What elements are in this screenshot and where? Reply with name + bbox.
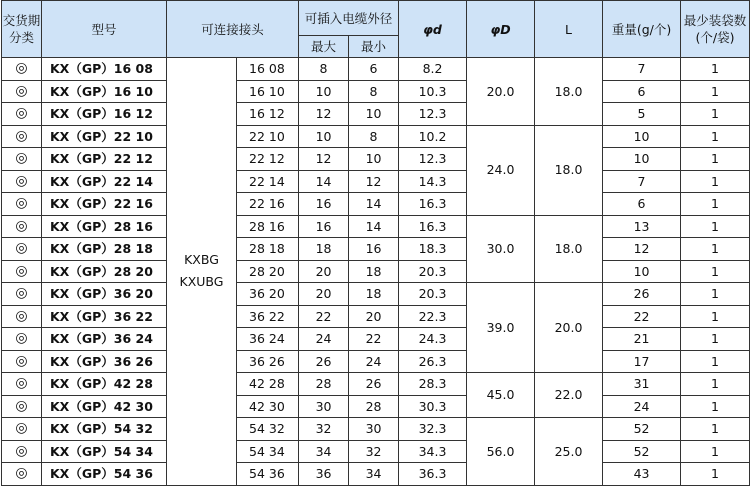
min-pack-cell: 1 <box>681 148 750 171</box>
model-cell: KX（GP）42 28 <box>42 373 167 396</box>
delivery-mark: ◎ <box>2 80 42 103</box>
cable-min-cell: 22 <box>349 328 399 351</box>
phi-D-cell: 24.0 <box>467 125 535 215</box>
cable-min-cell: 8 <box>349 80 399 103</box>
weight-cell: 6 <box>603 193 681 216</box>
cable-min-cell: 6 <box>349 58 399 81</box>
weight-cell: 12 <box>603 238 681 261</box>
delivery-mark: ◎ <box>2 440 42 463</box>
phi-D-cell: 45.0 <box>467 373 535 418</box>
connector-size-cell: 42 28 <box>237 373 299 396</box>
weight-cell: 10 <box>603 148 681 171</box>
min-pack-cell: 1 <box>681 463 750 486</box>
phi-d-cell: 20.3 <box>399 260 467 283</box>
weight-cell: 24 <box>603 395 681 418</box>
phi-d-cell: 20.3 <box>399 283 467 306</box>
phi-D-cell: 56.0 <box>467 418 535 486</box>
cable-max-cell: 16 <box>299 193 349 216</box>
connector-size-cell: 36 26 <box>237 350 299 373</box>
header-category: 交货期分类 <box>2 1 42 58</box>
phi-d-cell: 10.2 <box>399 125 467 148</box>
table-row <box>2 193 750 216</box>
weight-cell: 6 <box>603 80 681 103</box>
weight-cell: 52 <box>603 440 681 463</box>
cable-max-cell: 36 <box>299 463 349 486</box>
joint-cell: KXBG KXUBG <box>167 58 237 486</box>
cable-max-cell: 20 <box>299 283 349 306</box>
cable-max-cell: 12 <box>299 148 349 171</box>
model-cell: KX（GP）36 26 <box>42 350 167 373</box>
L-cell: 18.0 <box>535 215 603 283</box>
phi-d-cell: 24.3 <box>399 328 467 351</box>
cable-max-cell: 32 <box>299 418 349 441</box>
model-cell: KX（GP）28 16 <box>42 215 167 238</box>
cable-min-cell: 14 <box>349 193 399 216</box>
phi-D-cell: 20.0 <box>467 58 535 126</box>
weight-cell: 7 <box>603 170 681 193</box>
connector-size-cell: 54 36 <box>237 463 299 486</box>
min-pack-cell: 1 <box>681 395 750 418</box>
delivery-mark: ◎ <box>2 103 42 126</box>
min-pack-cell: 1 <box>681 193 750 216</box>
phi-d-cell: 34.3 <box>399 440 467 463</box>
table-row <box>2 463 750 486</box>
header-model: 型号 <box>42 1 167 58</box>
cable-min-cell: 16 <box>349 238 399 261</box>
delivery-mark: ◎ <box>2 170 42 193</box>
phi-d-cell: 36.3 <box>399 463 467 486</box>
model-cell: KX（GP）22 10 <box>42 125 167 148</box>
phi-d-cell: 28.3 <box>399 373 467 396</box>
delivery-mark: ◎ <box>2 215 42 238</box>
connector-size-cell: 16 12 <box>237 103 299 126</box>
phi-d-cell: 16.3 <box>399 193 467 216</box>
cable-min-cell: 14 <box>349 215 399 238</box>
phi-d-cell: 26.3 <box>399 350 467 373</box>
weight-cell: 26 <box>603 283 681 306</box>
min-pack-cell: 1 <box>681 125 750 148</box>
connector-size-cell: 28 18 <box>237 238 299 261</box>
weight-cell: 31 <box>603 373 681 396</box>
model-cell: KX（GP）54 36 <box>42 463 167 486</box>
connector-size-cell: 22 14 <box>237 170 299 193</box>
model-cell: KX（GP）36 22 <box>42 305 167 328</box>
model-cell: KX（GP）28 20 <box>42 260 167 283</box>
delivery-mark: ◎ <box>2 193 42 216</box>
delivery-mark: ◎ <box>2 238 42 261</box>
min-pack-cell: 1 <box>681 80 750 103</box>
min-pack-cell: 1 <box>681 328 750 351</box>
table-row <box>2 215 750 238</box>
delivery-mark: ◎ <box>2 373 42 396</box>
min-pack-cell: 1 <box>681 260 750 283</box>
model-cell: KX（GP）22 12 <box>42 148 167 171</box>
table-row <box>2 125 750 148</box>
table-row <box>2 418 750 441</box>
model-cell: KX（GP）36 20 <box>42 283 167 306</box>
delivery-mark: ◎ <box>2 328 42 351</box>
connector-size-cell: 36 20 <box>237 283 299 306</box>
header-cable-min: 最小 <box>349 36 399 58</box>
table-row <box>2 260 750 283</box>
cable-max-cell: 24 <box>299 328 349 351</box>
phi-d-cell: 22.3 <box>399 305 467 328</box>
connector-size-cell: 36 24 <box>237 328 299 351</box>
header-row <box>2 1 750 36</box>
cable-max-cell: 18 <box>299 238 349 261</box>
min-pack-cell: 1 <box>681 418 750 441</box>
L-cell: 18.0 <box>535 58 603 126</box>
weight-cell: 7 <box>603 58 681 81</box>
min-pack-cell: 1 <box>681 58 750 81</box>
table-row <box>2 103 750 126</box>
phi-d-cell: 30.3 <box>399 395 467 418</box>
model-cell: KX（GP）54 32 <box>42 418 167 441</box>
connector-size-cell: 36 22 <box>237 305 299 328</box>
connector-size-cell: 22 12 <box>237 148 299 171</box>
cable-min-cell: 10 <box>349 103 399 126</box>
delivery-mark: ◎ <box>2 395 42 418</box>
table-row <box>2 80 750 103</box>
weight-cell: 5 <box>603 103 681 126</box>
table-row <box>2 305 750 328</box>
connector-size-cell: 16 08 <box>237 58 299 81</box>
cable-min-cell: 28 <box>349 395 399 418</box>
delivery-mark: ◎ <box>2 260 42 283</box>
model-cell: KX（GP）16 10 <box>42 80 167 103</box>
L-cell: 22.0 <box>535 373 603 418</box>
header-cable-max: 最大 <box>299 36 349 58</box>
cable-max-cell: 10 <box>299 125 349 148</box>
L-cell: 25.0 <box>535 418 603 486</box>
cable-min-cell: 18 <box>349 283 399 306</box>
delivery-mark: ◎ <box>2 350 42 373</box>
cable-max-cell: 26 <box>299 350 349 373</box>
cable-max-cell: 10 <box>299 80 349 103</box>
cable-min-cell: 32 <box>349 440 399 463</box>
weight-cell: 22 <box>603 305 681 328</box>
min-pack-cell: 1 <box>681 103 750 126</box>
min-pack-cell: 1 <box>681 283 750 306</box>
model-cell: KX（GP）42 30 <box>42 395 167 418</box>
model-cell: KX（GP）16 08 <box>42 58 167 81</box>
model-cell: KX（GP）16 12 <box>42 103 167 126</box>
weight-cell: 43 <box>603 463 681 486</box>
delivery-mark: ◎ <box>2 463 42 486</box>
phi-d-cell: 12.3 <box>399 103 467 126</box>
weight-cell: 17 <box>603 350 681 373</box>
weight-cell: 10 <box>603 125 681 148</box>
phi-d-cell: 16.3 <box>399 215 467 238</box>
delivery-mark: ◎ <box>2 283 42 306</box>
cable-max-cell: 14 <box>299 170 349 193</box>
delivery-mark: ◎ <box>2 58 42 81</box>
cable-max-cell: 34 <box>299 440 349 463</box>
connector-size-cell: 28 20 <box>237 260 299 283</box>
connector-size-cell: 16 10 <box>237 80 299 103</box>
spec-table <box>1 0 750 486</box>
model-cell: KX（GP）28 18 <box>42 238 167 261</box>
table-row <box>2 440 750 463</box>
table-row <box>2 328 750 351</box>
connector-size-cell: 54 32 <box>237 418 299 441</box>
delivery-mark: ◎ <box>2 305 42 328</box>
weight-cell: 21 <box>603 328 681 351</box>
connector-size-cell: 28 16 <box>237 215 299 238</box>
phi-d-cell: 12.3 <box>399 148 467 171</box>
header-phi-D: φD <box>467 1 535 58</box>
table-row <box>2 373 750 396</box>
connector-size-cell: 54 34 <box>237 440 299 463</box>
cable-max-cell: 28 <box>299 373 349 396</box>
min-pack-cell: 1 <box>681 440 750 463</box>
L-cell: 20.0 <box>535 283 603 373</box>
min-pack-cell: 1 <box>681 373 750 396</box>
cable-min-cell: 30 <box>349 418 399 441</box>
min-pack-cell: 1 <box>681 350 750 373</box>
cable-min-cell: 12 <box>349 170 399 193</box>
connector-size-cell: 22 10 <box>237 125 299 148</box>
phi-d-cell: 8.2 <box>399 58 467 81</box>
model-cell: KX（GP）22 14 <box>42 170 167 193</box>
delivery-mark: ◎ <box>2 418 42 441</box>
phi-d-cell: 32.3 <box>399 418 467 441</box>
table-row <box>2 350 750 373</box>
cable-min-cell: 18 <box>349 260 399 283</box>
model-cell: KX（GP）22 16 <box>42 193 167 216</box>
header-L: L <box>535 1 603 58</box>
cable-max-cell: 22 <box>299 305 349 328</box>
cable-min-cell: 24 <box>349 350 399 373</box>
table-body <box>2 58 750 486</box>
table-row <box>2 148 750 171</box>
cable-min-cell: 26 <box>349 373 399 396</box>
phi-D-cell: 39.0 <box>467 283 535 373</box>
header-cable-od: 可插入电缆外径 <box>299 1 399 36</box>
L-cell: 18.0 <box>535 125 603 215</box>
cable-max-cell: 16 <box>299 215 349 238</box>
cable-max-cell: 8 <box>299 58 349 81</box>
min-pack-cell: 1 <box>681 170 750 193</box>
model-cell: KX（GP）36 24 <box>42 328 167 351</box>
table-row <box>2 170 750 193</box>
cable-min-cell: 10 <box>349 148 399 171</box>
cable-min-cell: 20 <box>349 305 399 328</box>
min-pack-cell: 1 <box>681 238 750 261</box>
table-row <box>2 58 750 81</box>
cable-max-cell: 20 <box>299 260 349 283</box>
phi-d-cell: 10.3 <box>399 80 467 103</box>
cable-min-cell: 8 <box>349 125 399 148</box>
header-joint: 可连接接头 <box>167 1 299 58</box>
connector-size-cell: 22 16 <box>237 193 299 216</box>
min-pack-cell: 1 <box>681 305 750 328</box>
weight-cell: 10 <box>603 260 681 283</box>
model-cell: KX（GP）54 34 <box>42 440 167 463</box>
header-min-pack: 最少装袋数(个/袋) <box>681 1 750 58</box>
cable-min-cell: 34 <box>349 463 399 486</box>
phi-d-cell: 14.3 <box>399 170 467 193</box>
weight-cell: 13 <box>603 215 681 238</box>
cable-max-cell: 30 <box>299 395 349 418</box>
delivery-mark: ◎ <box>2 148 42 171</box>
connector-size-cell: 42 30 <box>237 395 299 418</box>
cable-max-cell: 12 <box>299 103 349 126</box>
min-pack-cell: 1 <box>681 215 750 238</box>
delivery-mark: ◎ <box>2 125 42 148</box>
table-row <box>2 238 750 261</box>
weight-cell: 52 <box>603 418 681 441</box>
phi-D-cell: 30.0 <box>467 215 535 283</box>
header-phi-d: φd <box>399 1 467 58</box>
table-row <box>2 395 750 418</box>
header-weight: 重量(g/个) <box>603 1 681 58</box>
table-row <box>2 283 750 306</box>
phi-d-cell: 18.3 <box>399 238 467 261</box>
